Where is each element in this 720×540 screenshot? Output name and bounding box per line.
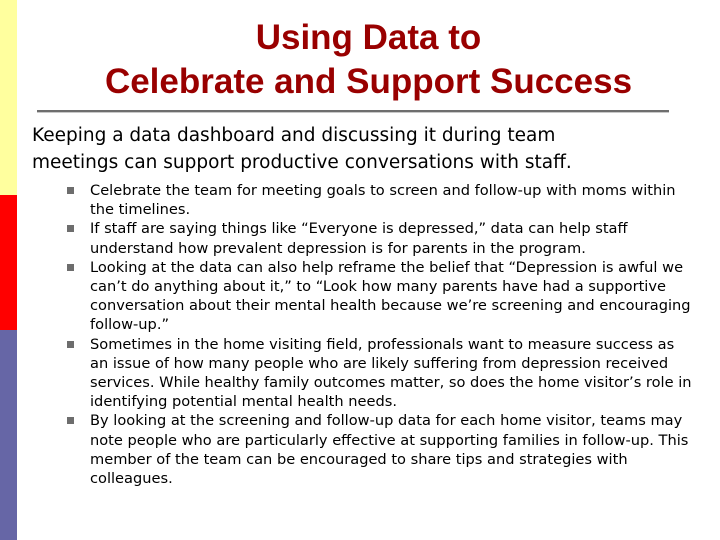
bullet-text: By looking at the screening and follow-up data for each home visitor, teams may note people who are particularly effective at supporting families in follow-up. This member of the team can be encouraged to share tips and strategies with colleagues. xyxy=(90,412,689,488)
square-bullet-icon xyxy=(67,341,74,348)
intro-paragraph xyxy=(32,122,692,176)
square-bullet-icon xyxy=(67,417,74,424)
sidebar-stripe-red xyxy=(0,195,17,330)
bullet-text: Sometimes in the home visiting field, professionals want to measure success as an issue of how many people who are likely suffering from depression received services. While healthy family outcomes matter, so does the home visitor’s role in identifying potential mental health needs. xyxy=(90,335,692,411)
bullet-item xyxy=(67,219,692,257)
square-bullet-icon xyxy=(67,264,74,271)
bullet-item xyxy=(67,258,692,335)
bullet-list xyxy=(67,181,692,488)
bullet-item xyxy=(67,411,692,488)
square-bullet-icon xyxy=(67,187,74,194)
sidebar-stripe-yellow xyxy=(0,0,17,195)
sidebar-stripe-slate xyxy=(0,330,17,540)
square-bullet-icon xyxy=(67,225,74,232)
bullet-text: Celebrate the team for meeting goals to screen and follow-up with moms within the timelines. xyxy=(90,182,676,219)
intro-line: Keeping a data dashboard and discussing it during team xyxy=(32,125,556,146)
slide-title xyxy=(17,16,720,104)
title-line: Celebrate and Support Success xyxy=(104,62,633,101)
bullet-item xyxy=(67,181,692,219)
bullet-item xyxy=(67,335,692,412)
intro-line: meetings can support productive conversations with staff. xyxy=(32,152,572,173)
title-divider xyxy=(37,110,669,113)
bullet-text: If staff are saying things like “Everyone is depressed,” data can help staff understand how prevalent depression is for parents in the program. xyxy=(90,220,628,257)
title-line: Using Data to xyxy=(255,18,482,57)
bullet-text: Looking at the data can also help reframe the belief that “Depression is awful we can’t do anything about it,” to “Look how many parents have had a supportive conversation about their mental health because we’re screening and encouraging follow-up.” xyxy=(90,258,691,334)
